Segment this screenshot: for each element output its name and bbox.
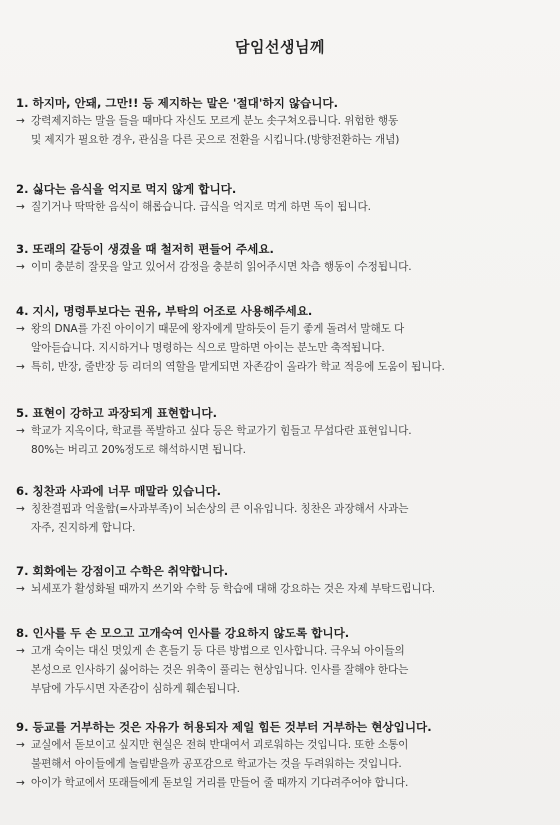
section-line: 불편해서 아이들에게 놀림받을까 공포감으로 학교가는 것을 두려워하는 것입니다. xyxy=(31,758,402,770)
section-line: 이미 충분히 잘못을 알고 있어서 감정을 충분히 읽어주시면 차츰 행동이 수정됩니다. xyxy=(31,261,412,273)
section-heading: 8. 인사를 두 손 모으고 고개숙여 인사를 강요하지 않도록 합니다. xyxy=(16,626,350,640)
section-line: 학교가 지옥이다, 학교를 폭발하고 싶다 등은 학교가기 힘들고 무섭다란 표현입니다. xyxy=(31,425,412,437)
section-heading: 5. 표현이 강하고 과장되게 표현합니다. xyxy=(16,406,218,420)
section-heading: 9. 등교를 거부하는 것은 자유가 허용되자 제일 힘든 것부터 거부하는 현상입니다. xyxy=(16,720,432,734)
section-line: 질기거나 딱딱한 음식이 해롭습니다. 급식을 억지로 먹게 하면 독이 됩니다. xyxy=(31,201,371,213)
arrow-icon: → xyxy=(16,115,25,127)
section-2 xyxy=(16,180,538,217)
arrow-icon: → xyxy=(16,261,25,273)
section-3 xyxy=(16,240,538,277)
section-line: 뇌세포가 활성화될 때까지 쓰기와 수학 등 학습에 대해 강요하는 것은 자제 부탁드립니다. xyxy=(31,583,436,595)
section-line: 알아듣습니다. 지시하거나 명령하는 식으로 말하면 아이는 분노만 축적됩니다. xyxy=(31,342,385,354)
section-line: 부담에 가두시면 자존감이 심하게 훼손됩니다. xyxy=(31,683,240,695)
section-9 xyxy=(16,718,538,793)
arrow-icon: → xyxy=(16,323,25,335)
section-line: 자주, 진지하게 합니다. xyxy=(31,522,136,534)
section-8 xyxy=(16,624,538,699)
arrow-icon: → xyxy=(16,583,25,595)
section-heading: 6. 칭찬과 사과에 너무 매말라 있습니다. xyxy=(16,484,222,498)
arrow-icon: → xyxy=(16,503,25,515)
arrow-icon: → xyxy=(16,361,25,373)
section-heading: 7. 회화에는 강점이고 수학은 취약합니다. xyxy=(16,564,229,578)
section-line: 교실에서 돋보이고 싶지만 현실은 전혀 반대여서 괴로워하는 것입니다. 또한 소통이 xyxy=(31,739,409,751)
section-heading: 1. 하지마, 안돼, 그만!! 등 제지하는 말은 '절대'하지 않습니다. xyxy=(16,96,339,110)
arrow-icon: → xyxy=(16,739,25,751)
section-heading: 4. 지시, 명령투보다는 권유, 부탁의 어조로 사용해주세요. xyxy=(16,304,313,318)
section-line: 및 제지가 필요한 경우, 관심을 다른 곳으로 전환을 시킵니다.(방향전환하는 개념) xyxy=(31,134,400,146)
arrow-icon: → xyxy=(16,777,25,789)
arrow-icon: → xyxy=(16,645,25,657)
section-line: 아이가 학교에서 또래들에게 돋보일 거리를 만들어 줄 때까지 기다려주어야 합니다. xyxy=(31,777,409,789)
section-line: 칭찬결핍과 억울함(=사과부족)이 뇌손상의 큰 이유입니다. 칭찬은 과장해서 사과는 xyxy=(31,503,409,515)
section-line: 왕의 DNA를 가진 아이이기 때문에 왕자에게 말하듯이 듣기 좋게 돌려서 말해도 다 xyxy=(31,323,405,335)
section-4 xyxy=(16,302,538,377)
section-7 xyxy=(16,562,538,599)
section-line: 본성으로 인사하기 싫어하는 것은 위축이 풀리는 현상입니다. 인사를 잘해야 한다는 xyxy=(31,664,409,676)
arrow-icon: → xyxy=(16,425,25,437)
section-6 xyxy=(16,482,538,538)
section-heading: 3. 또래의 갈등이 생겼을 때 철저히 편들어 주세요. xyxy=(16,242,274,256)
section-line: 80%는 버리고 20%정도로 해석하시면 됩니다. xyxy=(31,444,246,456)
section-heading: 2. 싫다는 음식을 억지로 먹지 않게 합니다. xyxy=(16,182,237,196)
page-title: 담임선생님께 xyxy=(235,38,325,56)
section-line: 고개 숙이는 대신 멋있게 손 흔들기 등 다른 방법으로 인사합니다. 극우뇌 아이들의 xyxy=(31,645,405,657)
section-1 xyxy=(16,94,538,150)
section-line: 특히, 반장, 줄반장 등 리더의 역할을 맡게되면 자존감이 올라가 학교 적응에 도움이 됩니다. xyxy=(31,361,445,373)
arrow-icon: → xyxy=(16,201,25,213)
section-line: 강력제지하는 말을 들을 때마다 자신도 모르게 분노 솟구쳐오릅니다. 위험한 행동 xyxy=(31,115,399,127)
section-5 xyxy=(16,404,538,460)
